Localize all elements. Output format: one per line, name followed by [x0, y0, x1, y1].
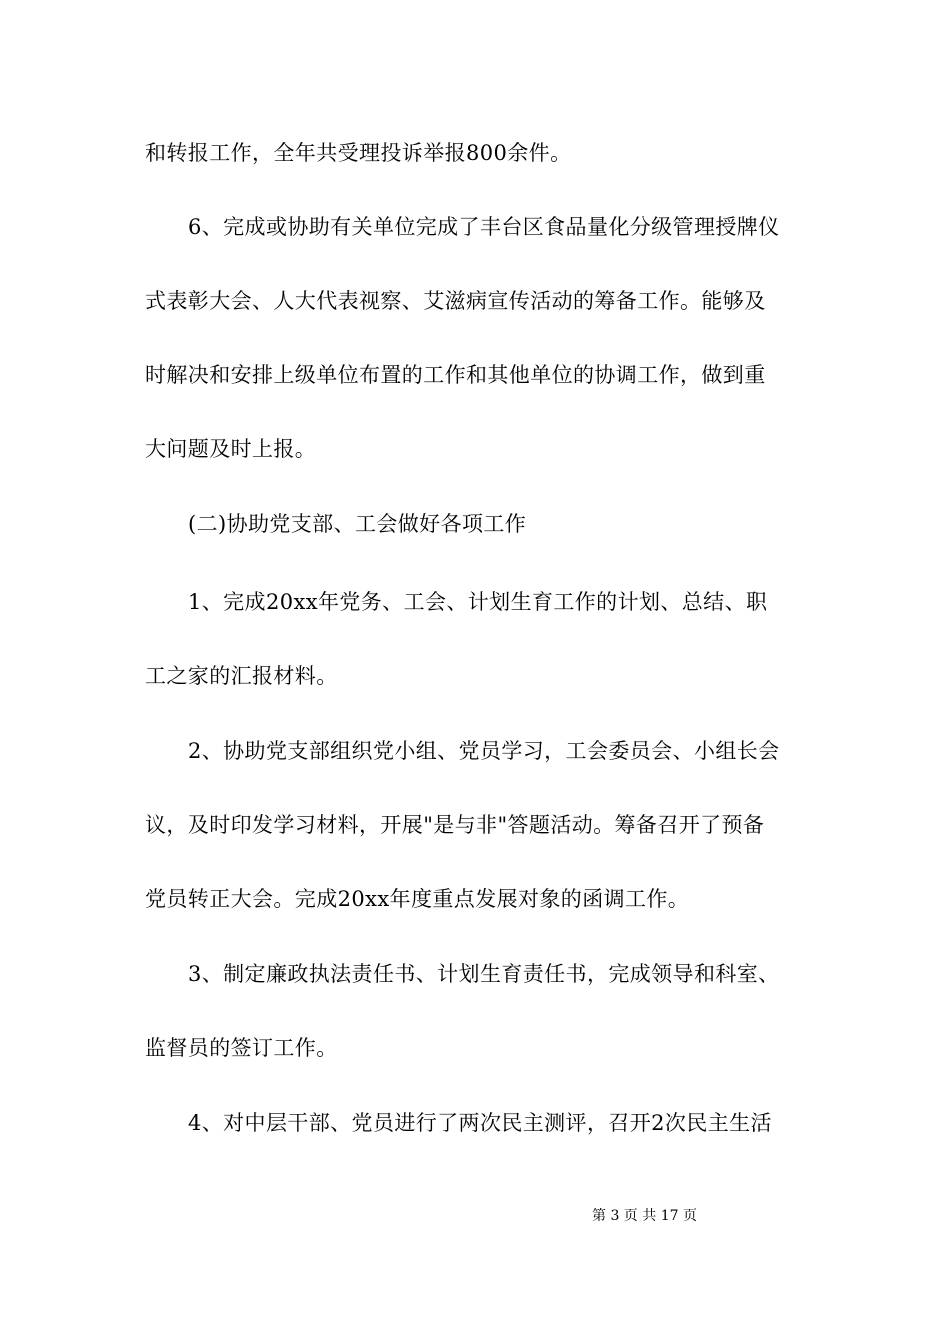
paragraph-line: 工之家的汇报材料。: [145, 664, 338, 688]
paragraph-line: 3、制定廉政执法责任书、计划生育责任书，完成领导和科室、: [188, 962, 780, 986]
paragraph-line: 党员转正大会。完成20xx年度重点发展对象的函调工作。: [145, 887, 690, 911]
section-heading: (二)协助党支部、工会做好各项工作: [188, 512, 527, 536]
paragraph-line: 4、对中层干部、党员进行了两次民主测评，召开2次民主生活: [188, 1111, 772, 1135]
paragraph-line: 议，及时印发学习材料，开展"是与非"答题活动。筹备召开了预备: [145, 813, 765, 837]
paragraph-line: 2、协助党支部组织党小组、党员学习，工会委员会、小组长会: [188, 739, 780, 763]
paragraph-line: 监督员的签订工作。: [145, 1036, 338, 1060]
paragraph-line: 6、完成或协助有关单位完成了丰台区食品量化分级管理授牌仪: [188, 215, 780, 239]
paragraph-line: 1、完成20xx年党务、工会、计划生育工作的计划、总结、职: [188, 590, 768, 614]
paragraph-line: 和转报工作，全年共受理投诉举报800余件。: [145, 141, 572, 165]
paragraph-line: 式表彰大会、人大代表视察、艾滋病宣传活动的筹备工作。能够及: [145, 289, 766, 313]
page-number: 第 3 页 共 17 页: [592, 1208, 697, 1224]
paragraph-line: 大问题及时上报。: [145, 437, 317, 461]
paragraph-line: 时解决和安排上级单位布置的工作和其他单位的协调工作，做到重: [145, 363, 766, 387]
